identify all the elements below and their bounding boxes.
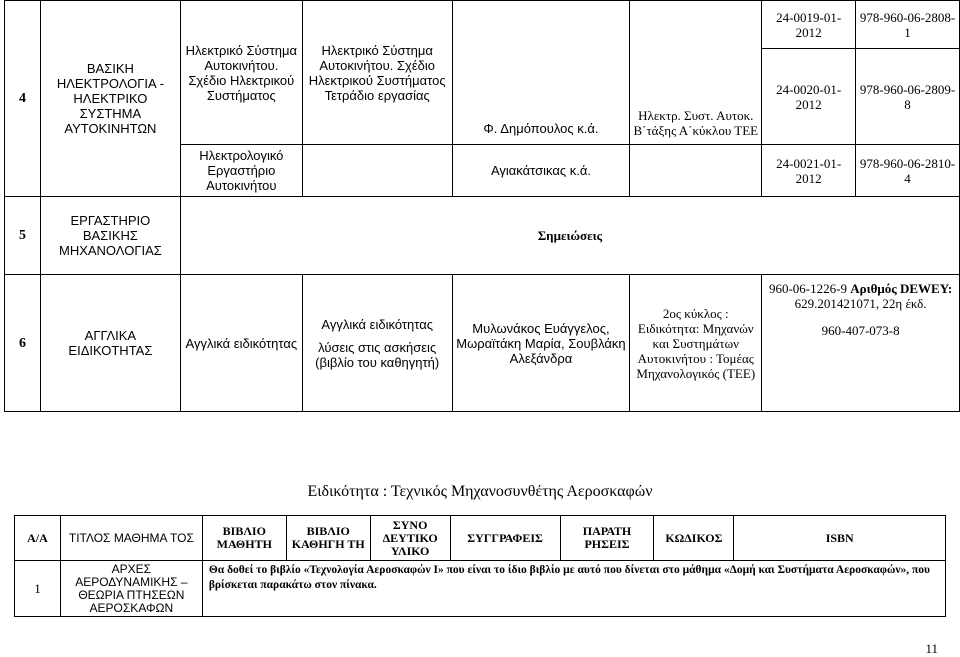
course-title: ΑΡΧΕΣ ΑΕΡΟΔΥΝΑΜΙΚΗΣ – ΘΕΩΡΙΑ ΠΤΗΣΕΩΝ ΑΕΡΟΣΚΑΦΩΝ bbox=[60, 561, 202, 617]
teacher-book-solutions: λύσεις στις ασκήσεις (βιβλίο του καθηγητή) bbox=[315, 339, 440, 370]
course-title: ΕΡΓΑΣΤΗΡΙΟ ΒΑΣΙΚΗΣ ΜΗΧΑΝΟΛΟΓΙΑΣ bbox=[40, 197, 180, 275]
teacher-book-title: Αγγλικά ειδικότητας bbox=[321, 316, 433, 332]
row-number: 1 bbox=[15, 561, 61, 617]
book-note: Θα δοθεί το βιβλίο «Τεχνολογία Αεροσκαφών Ι» που είναι το ίδιο βιβλίο με αυτό που δίνεται στο μάθημα «Δομή και Συστήματα Αεροσκαφών», που βρίσκεται παρακάτω στον πίνακα. bbox=[202, 561, 945, 617]
author: Φ. Δημόπουλος κ.ά. bbox=[452, 1, 630, 145]
teacher-book: Ηλεκτρικό Σύστημα Αυτοκινήτου. Σχέδιο Ηλεκτρικού Συστήματος Τετράδιο εργασίας bbox=[302, 1, 452, 145]
isbn: 978-960-06-2810-4 bbox=[856, 145, 960, 197]
empty-cell bbox=[302, 145, 452, 197]
header-remarks: ΠΑΡΑΤΗ ΡΗΣΕΙΣ bbox=[560, 516, 654, 561]
aircraft-courses-table bbox=[14, 515, 946, 617]
empty-cell bbox=[630, 145, 762, 197]
course-title: ΑΓΓΛΙΚΑ ΕΙΔΙΚΟΤΗΤΑΣ bbox=[40, 275, 180, 412]
student-book: Ηλεκτρολογικό Εργαστήριο Αυτοκινήτου bbox=[180, 145, 302, 197]
header-code: ΚΩΔΙΚΟΣ bbox=[654, 516, 734, 561]
book-code: 24-0021-01-2012 bbox=[762, 145, 856, 197]
student-book: Αγγλικά ειδικότητας bbox=[180, 275, 302, 412]
courses-table-continued bbox=[4, 0, 960, 412]
row-number: 5 bbox=[5, 197, 41, 275]
header-aux-material: ΣΥΝΟ ΔΕΥΤΙΚΟ ΥΛΙΚΟ bbox=[370, 516, 450, 561]
header-student-book: ΒΙΒΛΙΟ ΜΑΘΗΤΗ bbox=[202, 516, 286, 561]
isbn: 978-960-06-2809-8 bbox=[856, 49, 960, 145]
header-authors: ΣΥΓΓΡΑΦΕΙΣ bbox=[450, 516, 560, 561]
row-number: 6 bbox=[5, 275, 41, 412]
isbn-value: 960-06-1226-9 bbox=[768, 281, 847, 296]
remark: Ηλεκτρ. Συστ. Αυτοκ. Β΄τάξης Α΄κύκλου ΤΕΕ bbox=[630, 1, 762, 145]
header-isbn: ISBN bbox=[734, 516, 946, 561]
book-code: 24-0019-01-2012 bbox=[762, 1, 856, 49]
header-title: ΤΙΤΛΟΣ ΜΑΘΗΜΑ ΤΟΣ bbox=[60, 516, 202, 561]
isbn-cell bbox=[762, 275, 960, 412]
remark: 2ος κύκλος : Ειδικότητα: Μηχανών και Συστημάτων Αυτοκινήτου : Τομέας Μηχανολογικός (ΤΕΕ) bbox=[630, 275, 762, 412]
page-number: 11 bbox=[925, 641, 938, 656]
notes-cell: Σημειώσεις bbox=[180, 197, 959, 275]
row-number: 4 bbox=[5, 1, 41, 197]
author: Αγιακάτσικας κ.ά. bbox=[452, 145, 630, 197]
book-code: 24-0020-01-2012 bbox=[762, 49, 856, 145]
dewey-value: 629.201421071, 22η έκδ. bbox=[794, 296, 927, 311]
teacher-book bbox=[302, 275, 452, 412]
course-title: ΒΑΣΙΚΗ ΗΛΕΚΤΡΟΛΟΓΙΑ - ΗΛΕΚΤΡΙΚΟ ΣΥΣΤΗΜΑ ΑΥΤΟΚΙΝΗΤΩΝ bbox=[40, 1, 180, 197]
authors: Μυλωνάκος Ευάγγελος, Μωραϊτάκη Μαρία, Σουβλάκη Αλεξάνδρα bbox=[452, 275, 630, 412]
isbn-value: 960-407-073-8 bbox=[821, 323, 900, 338]
dewey-label: Αριθμός DEWEY: bbox=[850, 281, 953, 296]
specialty-heading: Ειδικότητα : Τεχνικός Μηχανοσυνθέτης Αεροσκαφών bbox=[307, 483, 653, 500]
header-teacher-book: ΒΙΒΛΙΟ ΚΑΘΗΓΗ ΤΗ bbox=[286, 516, 370, 561]
student-book: Ηλεκτρικό Σύστημα Αυτοκινήτου. Σχέδιο Ηλεκτρικού Συστήματος bbox=[180, 1, 302, 145]
isbn: 978-960-06-2808-1 bbox=[856, 1, 960, 49]
header-aa: Α/Α bbox=[15, 516, 61, 561]
